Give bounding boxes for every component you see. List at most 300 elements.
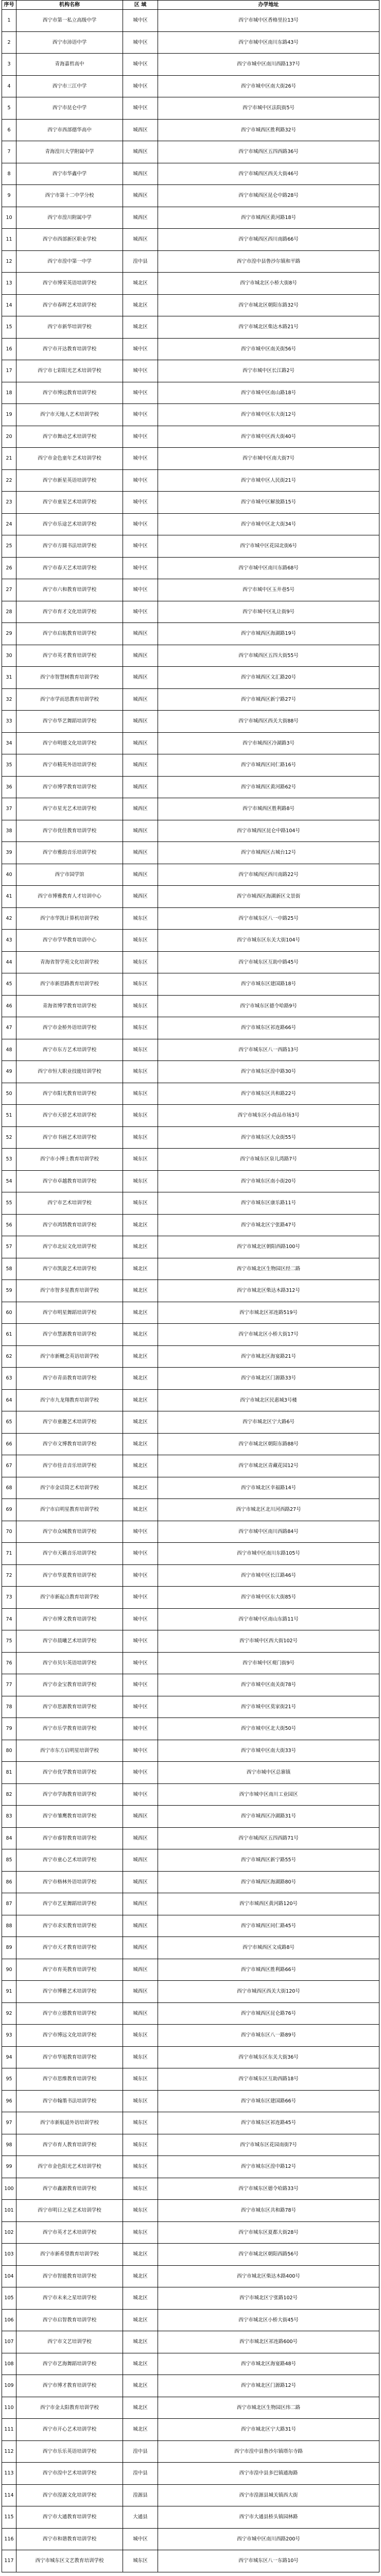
- cell-district: 湟源县: [123, 2485, 158, 2507]
- table-row: [2, 996, 379, 1018]
- cell-institution-name: 西宁市众城教育培训学校: [16, 1521, 123, 1543]
- cell-district: 城中区: [123, 1762, 158, 1784]
- cell-institution-name: 西宁市学海教育培训学校: [16, 1784, 123, 1806]
- cell-institution-name: 西宁市第一私立高级中学: [16, 10, 123, 32]
- cell-institution-name: 西宁市育英教育培训学校: [16, 1959, 123, 1981]
- cell-district: 城东区: [123, 1127, 158, 1149]
- cell-district: 城东区: [123, 2550, 158, 2572]
- cell-address: 西宁市城北区门源路33号: [158, 1368, 379, 1390]
- cell-address: 西宁市城中区南川东路105号: [158, 1543, 379, 1565]
- cell-address: 西宁市城西区黄河路62号: [158, 777, 379, 799]
- cell-index: 71: [2, 1543, 16, 1565]
- cell-address: 西宁市城西区五四西路36号: [158, 141, 379, 163]
- cell-institution-name: 西宁市阳光教育培训学校: [16, 1083, 123, 1105]
- cell-address: 西宁市城中区南川工业园区: [158, 1784, 379, 1806]
- cell-institution-name: 西宁市城东区文艺教育培训学校: [16, 2550, 123, 2572]
- cell-index: 13: [2, 273, 16, 295]
- table-row: [2, 251, 379, 273]
- table-row: [2, 1149, 379, 1171]
- cell-index: 90: [2, 1959, 16, 1981]
- cell-institution-name: 西宁市新概念英语培训学校: [16, 1346, 123, 1368]
- cell-address: 西宁市城东区康乐路11号: [158, 1192, 379, 1215]
- cell-district: 城东区: [123, 2222, 158, 2244]
- table-row: [2, 448, 379, 470]
- table-row: [2, 1083, 379, 1105]
- cell-index: 35: [2, 754, 16, 777]
- table-row: [2, 1674, 379, 1696]
- cell-index: 84: [2, 1828, 16, 1850]
- cell-institution-name: 西宁市六和教育培训学校: [16, 579, 123, 601]
- cell-address: 西宁市城中区总寨镇: [158, 1762, 379, 1784]
- cell-address: 西宁市城中区南川东路68号: [158, 558, 379, 580]
- cell-institution-name: 西宁市贝尔英语培训学校: [16, 1653, 123, 1675]
- cell-institution-name: 西宁市新航道外语培训学校: [16, 2112, 123, 2134]
- cell-institution-name: 西宁市三江中学: [16, 76, 123, 98]
- table-row: [2, 2266, 379, 2288]
- cell-institution-name: 西宁市睿智教育培训学校: [16, 1828, 123, 1850]
- cell-address: 西宁市湟中县鲁沙尔镇和平路: [158, 251, 379, 273]
- cell-address: 西宁市城北区海宴路48号: [158, 2353, 379, 2376]
- cell-district: 城西区: [123, 185, 158, 207]
- cell-district: 城北区: [123, 1324, 158, 1346]
- cell-district: 城北区: [123, 1368, 158, 1390]
- cell-address: 西宁市城东区祁连路45号: [158, 2112, 379, 2134]
- cell-district: 城东区: [123, 930, 158, 952]
- cell-institution-name: 西宁市华艺舞蹈培训学校: [16, 711, 123, 733]
- cell-institution-name: 西宁市新华培训学校: [16, 316, 123, 339]
- cell-address: 西宁市城中区解放路15号: [158, 492, 379, 514]
- cell-institution-name: 西宁市金话筒艺术培训学校: [16, 1477, 123, 1500]
- table-row: [2, 1499, 379, 1521]
- cell-address: 西宁市城东区祁连路66号: [158, 1017, 379, 1039]
- cell-index: 76: [2, 1653, 16, 1675]
- cell-district: 城中区: [123, 404, 158, 426]
- table-row: [2, 1127, 379, 1149]
- cell-index: 52: [2, 1127, 16, 1149]
- cell-institution-name: 西宁市国学馆: [16, 864, 123, 886]
- cell-index: 4: [2, 76, 16, 98]
- table-row: [2, 645, 379, 667]
- table-row: [2, 492, 379, 514]
- cell-district: 城东区: [123, 973, 158, 996]
- cell-index: 97: [2, 2112, 16, 2134]
- table-row: [2, 1039, 379, 1062]
- cell-institution-name: 西宁市书画艺术培训学校: [16, 1127, 123, 1149]
- cell-index: 91: [2, 1981, 16, 2003]
- cell-institution-name: 西宁市启明星教育培训学校: [16, 1499, 123, 1521]
- table-row: [2, 1784, 379, 1806]
- cell-institution-name: 西宁市鸿鹄教育培训学校: [16, 1215, 123, 1237]
- cell-address: 西宁市城中区南川东路43号: [158, 32, 379, 54]
- cell-address: 西宁市城东区大众街55号: [158, 1127, 379, 1149]
- cell-address: 西宁市城西区昆仑中路28号: [158, 185, 379, 207]
- table-header-row: [2, 1, 379, 10]
- cell-address: 西宁市城西区西关大街120号: [158, 1981, 379, 2003]
- cell-institution-name: 西宁市英才艺术培训学校: [16, 2222, 123, 2244]
- cell-institution-name: 西宁市星光艺术培训学校: [16, 798, 123, 820]
- header-index: 序号: [2, 1, 16, 10]
- cell-institution-name: 西宁市鑫源教育培训学校: [16, 2178, 123, 2200]
- cell-address: 西宁市城北区生物园区经二路: [158, 1258, 379, 1281]
- cell-index: 23: [2, 492, 16, 514]
- cell-index: 42: [2, 908, 16, 930]
- cell-index: 59: [2, 1280, 16, 1302]
- table-row: [2, 2375, 379, 2397]
- cell-index: 94: [2, 2047, 16, 2069]
- cell-institution-name: 西宁市和谐教育培训学校: [16, 2529, 123, 2551]
- cell-institution-name: 西宁市育人教育培训学校: [16, 2134, 123, 2157]
- table-row: [2, 2331, 379, 2353]
- cell-district: 城北区: [123, 1477, 158, 1500]
- cell-address: 西宁市城中区南关街56号: [158, 339, 379, 361]
- cell-institution-name: 西宁市新希望教育培训学校: [16, 2244, 123, 2266]
- cell-index: 111: [2, 2419, 16, 2441]
- table-row: [2, 514, 379, 536]
- table-row: [2, 1105, 379, 1127]
- cell-address: 西宁市城东区湟中路12号: [158, 2156, 379, 2178]
- cell-institution-name: 青海嘉哲高中: [16, 54, 123, 76]
- cell-address: 西宁市城西区新宁路27号: [158, 689, 379, 711]
- cell-address: 西宁市城中区长江路2号: [158, 360, 379, 382]
- cell-index: 7: [2, 141, 16, 163]
- cell-index: 20: [2, 426, 16, 448]
- cell-district: 城中区: [123, 97, 158, 120]
- cell-district: 湟中县: [123, 251, 158, 273]
- cell-institution-name: 西宁市东方艺术培训学校: [16, 1039, 123, 1062]
- table-row: [2, 32, 379, 54]
- cell-institution-name: 西宁市佳音音乐培训学校: [16, 1455, 123, 1477]
- cell-index: 54: [2, 1171, 16, 1193]
- cell-index: 10: [2, 207, 16, 229]
- cell-address: 西宁市城东区东关大街104号: [158, 930, 379, 952]
- table-row: [2, 141, 379, 163]
- cell-address: 西宁市城东区泉儿湾路7号: [158, 1149, 379, 1171]
- cell-index: 51: [2, 1105, 16, 1127]
- cell-index: 107: [2, 2331, 16, 2353]
- cell-address: 西宁市城中区南山东路11号: [158, 1609, 379, 1631]
- cell-address: 西宁市城北区宁张路47号: [158, 1215, 379, 1237]
- cell-address: 西宁市城北区宁张路102号: [158, 2287, 379, 2310]
- cell-district: 城东区: [123, 2068, 158, 2091]
- cell-index: 62: [2, 1346, 16, 1368]
- cell-district: 城东区: [123, 1083, 158, 1105]
- cell-address: 西宁市城东区八一西路13号: [158, 1039, 379, 1062]
- cell-institution-name: 西宁市翰墨书法培训学校: [16, 2091, 123, 2113]
- cell-institution-name: 西宁市舞动艺术培训学校: [16, 426, 123, 448]
- cell-district: 城西区: [123, 777, 158, 799]
- table-row: [2, 754, 379, 777]
- cell-index: 6: [2, 120, 16, 142]
- cell-index: 85: [2, 1849, 16, 1872]
- cell-institution-name: 西宁市雏鹰教育培训学校: [16, 1806, 123, 1828]
- cell-index: 77: [2, 1674, 16, 1696]
- cell-address: 西宁市城中区南关街78号: [158, 1674, 379, 1696]
- cell-address: 西宁市城东区八一路89号: [158, 2025, 379, 2047]
- cell-index: 46: [2, 996, 16, 1018]
- table-row: [2, 339, 379, 361]
- table-row: [2, 54, 379, 76]
- table-row: [2, 1762, 379, 1784]
- cell-index: 47: [2, 1017, 16, 1039]
- cell-district: 城中区: [123, 1521, 158, 1543]
- cell-address: 西宁市城中区西大街40号: [158, 426, 379, 448]
- cell-index: 43: [2, 930, 16, 952]
- table-row: [2, 470, 379, 492]
- cell-institution-name: 西宁市博远文化培训学校: [16, 2025, 123, 2047]
- cell-institution-name: 西宁市华鑫中学: [16, 163, 123, 186]
- cell-district: 城西区: [123, 645, 158, 667]
- table-row: [2, 1324, 379, 1346]
- table-row: [2, 1543, 379, 1565]
- cell-index: 57: [2, 1236, 16, 1258]
- cell-institution-name: 西宁市童心艺术培训学校: [16, 1849, 123, 1872]
- cell-district: 城东区: [123, 1017, 158, 1039]
- cell-district: 城中区: [123, 76, 158, 98]
- table-row: [2, 667, 379, 689]
- cell-institution-name: 西宁市文艺培训学校: [16, 2331, 123, 2353]
- cell-institution-name: 西宁市博远教育培训学校: [16, 382, 123, 405]
- cell-address: 西宁市城东区夏都大街28号: [158, 2222, 379, 2244]
- cell-district: 城西区: [123, 864, 158, 886]
- cell-address: 西宁市城东区德令哈路9号: [158, 996, 379, 1018]
- cell-address: 西宁市城中区礼让街9号: [158, 601, 379, 624]
- cell-address: 西宁市城中区东大街85号: [158, 1587, 379, 1609]
- cell-index: 98: [2, 2134, 16, 2157]
- cell-institution-name: 西宁市新起点教育培训学校: [16, 1587, 123, 1609]
- cell-institution-name: 青海省博学教育培训学校: [16, 996, 123, 1018]
- cell-district: 城北区: [123, 1280, 158, 1302]
- cell-address: 西宁市城东区建国路18号: [158, 973, 379, 996]
- cell-district: 城中区: [123, 32, 158, 54]
- cell-district: 城中区: [123, 1609, 158, 1631]
- table-row: [2, 1696, 379, 1719]
- cell-district: 城东区: [123, 1061, 158, 1083]
- cell-institution-name: 西宁市西部德华高中: [16, 120, 123, 142]
- cell-district: 城西区: [123, 1981, 158, 2003]
- cell-institution-name: 西宁市明日之星艺术培训学校: [16, 2200, 123, 2222]
- cell-address: 西宁市城西区五四大街55号: [158, 645, 379, 667]
- cell-index: 99: [2, 2156, 16, 2178]
- table-row: [2, 316, 379, 339]
- cell-index: 45: [2, 973, 16, 996]
- table-row: [2, 1368, 379, 1390]
- cell-index: 16: [2, 339, 16, 361]
- cell-district: 城中区: [123, 579, 158, 601]
- cell-district: 湟中县: [123, 2463, 158, 2485]
- cell-district: 城东区: [123, 1039, 158, 1062]
- table-row: [2, 1872, 379, 1894]
- cell-district: 城中区: [123, 1718, 158, 1740]
- cell-institution-name: 西宁市童趣艺术培训学校: [16, 1411, 123, 1434]
- cell-district: 城中区: [123, 470, 158, 492]
- table-row: [2, 1346, 379, 1368]
- cell-index: 12: [2, 251, 16, 273]
- cell-address: 西宁市城中区莫家街21号: [158, 1696, 379, 1719]
- cell-district: 城西区: [123, 1872, 158, 1894]
- cell-district: 大通县: [123, 2506, 158, 2529]
- cell-district: 城东区: [123, 2178, 158, 2200]
- cell-index: 21: [2, 448, 16, 470]
- cell-address: 西宁市城北区生物园区纬二路: [158, 2397, 379, 2419]
- cell-district: 城北区: [123, 2266, 158, 2288]
- cell-institution-name: 西宁市东方启明星培训学校: [16, 1740, 123, 1762]
- table-row: [2, 1411, 379, 1434]
- cell-address: 西宁市城西区新宁路55号: [158, 1849, 379, 1872]
- cell-index: 104: [2, 2266, 16, 2288]
- table-row: [2, 952, 379, 974]
- cell-institution-name: 西宁市华凯计算机培训学校: [16, 908, 123, 930]
- cell-address: 西宁市城西区冷湖路3号: [158, 733, 379, 755]
- table-row: [2, 1609, 379, 1631]
- cell-index: 64: [2, 1390, 16, 1412]
- table-row: [2, 886, 379, 908]
- table-row: [2, 1959, 379, 1981]
- table-row: [2, 1192, 379, 1215]
- cell-institution-name: 西宁市求实教育培训学校: [16, 1915, 123, 1938]
- cell-address: 西宁市城中区西大街102号: [158, 1630, 379, 1653]
- cell-index: 102: [2, 2222, 16, 2244]
- cell-index: 67: [2, 1455, 16, 1477]
- cell-district: 城西区: [123, 798, 158, 820]
- cell-index: 108: [2, 2353, 16, 2376]
- table-row: [2, 1893, 379, 1915]
- cell-institution-name: 西宁市沛语中学: [16, 32, 123, 54]
- cell-institution-name: 西宁市天籁音乐培训学校: [16, 1543, 123, 1565]
- table-row: [2, 1587, 379, 1609]
- cell-index: 117: [2, 2550, 16, 2572]
- cell-district: 城中区: [123, 535, 158, 558]
- cell-district: 城西区: [123, 2003, 158, 2025]
- cell-index: 15: [2, 316, 16, 339]
- table-row: [2, 1565, 379, 1587]
- cell-district: 城北区: [123, 316, 158, 339]
- cell-district: 城中区: [123, 54, 158, 76]
- cell-index: 66: [2, 1434, 16, 1456]
- cell-address: 西宁市城西区海湖路19号: [158, 623, 379, 645]
- table-row: [2, 820, 379, 843]
- table-row: [2, 10, 379, 32]
- cell-institution-name: 西宁市华旭教育培训学校: [16, 2047, 123, 2069]
- cell-address: 西宁市城中区玉井巷5号: [158, 579, 379, 601]
- table-row: [2, 2419, 379, 2441]
- cell-district: 城西区: [123, 1828, 158, 1850]
- cell-index: 31: [2, 667, 16, 689]
- cell-district: 城西区: [123, 623, 158, 645]
- cell-address: 西宁市城东区共和路78号: [158, 2200, 379, 2222]
- cell-institution-name: 西宁市明星舞蹈培训学校: [16, 1302, 123, 1324]
- header-address: 办学地址: [158, 1, 379, 10]
- table-row: [2, 97, 379, 120]
- cell-district: 城中区: [123, 1543, 158, 1565]
- cell-address: 西宁市城北区小桥大街17号: [158, 1324, 379, 1346]
- cell-institution-name: 西宁市雅韵音乐培训学校: [16, 842, 123, 864]
- cell-address: 西宁市城东区建国路66号: [158, 2091, 379, 2113]
- cell-district: 城北区: [123, 273, 158, 295]
- cell-index: 34: [2, 733, 16, 755]
- table-row: [2, 2222, 379, 2244]
- cell-index: 86: [2, 1872, 16, 1894]
- cell-institution-name: 西宁市博荣英语培训学校: [16, 273, 123, 295]
- table-row: [2, 2441, 379, 2463]
- table-row: [2, 2200, 379, 2222]
- cell-index: 36: [2, 777, 16, 799]
- cell-index: 39: [2, 842, 16, 864]
- cell-district: 城东区: [123, 2112, 158, 2134]
- table-row: [2, 360, 379, 382]
- cell-institution-name: 青海省智学苑文化培训学校: [16, 952, 123, 974]
- cell-institution-name: 西宁市文博教育培训学校: [16, 1434, 123, 1456]
- table-row: [2, 1806, 379, 1828]
- table-row: [2, 207, 379, 229]
- table-row: [2, 1390, 379, 1412]
- cell-district: 城中区: [123, 1565, 158, 1587]
- cell-address: 西宁市城北区祁连路519号: [158, 1302, 379, 1324]
- cell-index: 2: [2, 32, 16, 54]
- cell-district: 城中区: [123, 1696, 158, 1719]
- table-row: [2, 798, 379, 820]
- cell-index: 105: [2, 2287, 16, 2310]
- table-row: [2, 2112, 379, 2134]
- cell-institution-name: 西宁市启智教育培训学校: [16, 2310, 123, 2332]
- cell-index: 14: [2, 295, 16, 317]
- cell-index: 115: [2, 2506, 16, 2529]
- cell-address: 西宁市城北区朝阳东路88号: [158, 1434, 379, 1456]
- cell-address: 西宁市城中区南山路18号: [158, 382, 379, 405]
- cell-institution-name: 西宁市西部新区职业学校: [16, 229, 123, 251]
- cell-address: 西宁市城西区西关大街88号: [158, 711, 379, 733]
- cell-institution-name: 西宁市乐乐英语培训学校: [16, 2441, 123, 2463]
- cell-institution-name: 西宁市晨曦艺术培训学校: [16, 1630, 123, 1653]
- cell-index: 83: [2, 1806, 16, 1828]
- cell-index: 11: [2, 229, 16, 251]
- cell-address: 西宁市城北区柴达木路312号: [158, 1280, 379, 1302]
- cell-index: 26: [2, 558, 16, 580]
- cell-district: 城东区: [123, 996, 158, 1018]
- cell-address: 西宁市城北区幸福路14号: [158, 1477, 379, 1500]
- cell-index: 109: [2, 2375, 16, 2397]
- cell-address: 西宁市城北区宁大路6号: [158, 1411, 379, 1434]
- cell-institution-name: 西宁市湟中第一中学: [16, 251, 123, 273]
- cell-address: 西宁市城西区昆仑中路104号: [158, 820, 379, 843]
- cell-district: 城北区: [123, 2287, 158, 2310]
- table-row: [2, 1455, 379, 1477]
- header-district: 区 域: [123, 1, 158, 10]
- cell-index: 56: [2, 1215, 16, 1237]
- cell-institution-name: 西宁市金太阳教育培训学校: [16, 2397, 123, 2419]
- cell-address: 西宁市城西区文成路8号: [158, 1937, 379, 1959]
- table-row: [2, 229, 379, 251]
- cell-address: 西宁市城北区柴达木路21号: [158, 316, 379, 339]
- table-row: [2, 404, 379, 426]
- cell-institution-name: 西宁市艺星舞蹈培训学校: [16, 1893, 123, 1915]
- table-row: [2, 842, 379, 864]
- cell-address: 西宁市城西区西关大街46号: [158, 163, 379, 186]
- cell-district: 城西区: [123, 141, 158, 163]
- cell-index: 30: [2, 645, 16, 667]
- cell-address: 西宁市城北区北川河西路27号: [158, 1499, 379, 1521]
- cell-index: 82: [2, 1784, 16, 1806]
- cell-index: 40: [2, 864, 16, 886]
- table-row: [2, 2047, 379, 2069]
- table-row: [2, 623, 379, 645]
- cell-address: 西宁市城西区同仁路45号: [158, 1915, 379, 1938]
- table-row: [2, 2244, 379, 2266]
- cell-address: 西宁市城北区柴达木路400号: [158, 2266, 379, 2288]
- cell-index: 38: [2, 820, 16, 843]
- cell-index: 70: [2, 1521, 16, 1543]
- cell-address: 西宁市湟源县城关镇西大街: [158, 2485, 379, 2507]
- cell-address: 西宁市城西区黄河路18号: [158, 207, 379, 229]
